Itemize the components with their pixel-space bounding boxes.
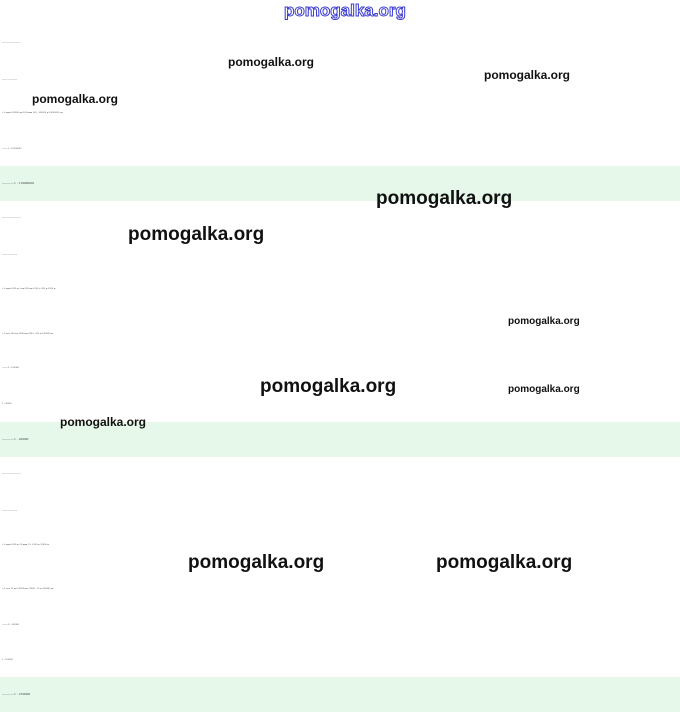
- watermark: pomogalka.org: [484, 68, 571, 82]
- watermark-header: pomogalka.org: [284, 1, 406, 20]
- formula: 1 м = 10 дм: [4, 588, 17, 590]
- conversion-line: [0, 324, 680, 344]
- scale-line: [0, 358, 680, 378]
- definition-line-1: [0, 208, 680, 228]
- conversion-line: [0, 535, 680, 555]
- formula: 1 : 40000: [14, 437, 29, 441]
- watermark: pomogalka.org: [228, 55, 315, 69]
- definition-line-1: [0, 33, 680, 53]
- scale-line: [0, 615, 680, 635]
- text: Масштаб карты равен: [2, 184, 15, 185]
- watermark: pomogalka.org: [436, 552, 573, 573]
- formula: 1 : 40000: [2, 403, 12, 405]
- watermark: pomogalka.org: [188, 552, 325, 573]
- formula: 1 м = 100 см: [4, 333, 18, 335]
- text: Масштаб карты равен: [2, 440, 15, 441]
- formula: 50000 м= 50000 · 10 = 500000 дм: [17, 588, 54, 590]
- formula: 1 км 200 м= 1000 + 200 = 1200 м: [19, 288, 56, 290]
- formula: 1 : 10000000: [8, 148, 22, 150]
- definition-line-2: [0, 70, 680, 90]
- formula: 1 : 10000000: [14, 181, 35, 185]
- conversion-line: [0, 579, 680, 599]
- conversion-line: [0, 103, 680, 123]
- answer-box: [0, 677, 680, 712]
- definition-line-2: [0, 245, 680, 265]
- watermark: pomogalka.org: [508, 316, 580, 327]
- formula: 1200 м= 1200 · 100 = 120000 см: [18, 333, 54, 335]
- definition-line-2: [0, 501, 680, 521]
- watermark: pomogalka.org: [376, 188, 513, 209]
- formula: 100 км= 100 · 100000 = 10000000 см: [23, 112, 63, 114]
- formula: 50 км= 50 · 1000 = 50000 м: [19, 544, 49, 546]
- formula: 2 : 500000: [8, 624, 19, 626]
- formula: 1 : 250000: [2, 659, 13, 661]
- conversion-line: [0, 279, 680, 299]
- formula: 1 : 250000: [14, 692, 31, 696]
- formula: 1 км= 100000 см: [4, 112, 23, 114]
- watermark: pomogalka.org: [260, 376, 397, 397]
- watermark: pomogalka.org: [60, 415, 147, 429]
- watermark: pomogalka.org: [32, 92, 119, 106]
- scale-line: [0, 139, 680, 159]
- formula: 1 км= 1000 м: [4, 288, 19, 290]
- reduced-scale-line: [0, 650, 680, 670]
- formula: 1 км= 1000 м: [4, 544, 19, 546]
- formula: 3 : 120000: [8, 367, 19, 369]
- watermark: pomogalka.org: [128, 224, 265, 245]
- answer-box: [0, 166, 680, 201]
- watermark: pomogalka.org: [508, 384, 580, 395]
- definition-line-1: [0, 464, 680, 484]
- text: Масштаб карты равен: [2, 695, 15, 696]
